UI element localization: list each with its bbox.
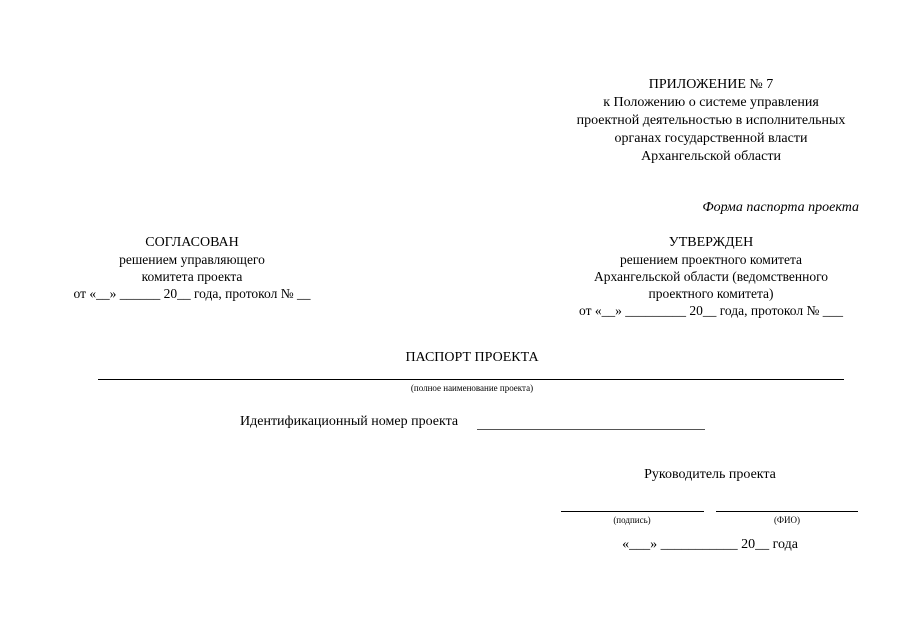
agreed-date-line: от «__» ______ 20__ года, протокол № __: [73, 286, 311, 301]
full-name-caption: (ФИО): [773, 515, 801, 525]
project-id-label: Идентификационный номер проекта: [240, 414, 459, 429]
manager-date-line: «___» ___________ 20__ года: [622, 537, 798, 552]
approved-line: проектного комитета): [648, 286, 774, 301]
agreed-line: решением управляющего: [119, 252, 265, 267]
appendix-block: [560, 76, 862, 166]
appendix-line: Архангельской области: [641, 149, 781, 164]
form-label: Форма паспорта проекта: [702, 200, 859, 215]
agreed-block: [40, 234, 344, 302]
signature-line: [561, 511, 704, 512]
project-name-line: [98, 379, 844, 380]
appendix-title: ПРИЛОЖЕНИЕ № 7: [648, 77, 774, 92]
approved-line: Архангельской области (ведомственного: [593, 269, 829, 284]
appendix-line: к Положению о системе управления: [603, 95, 819, 110]
signature-caption: (подпись): [613, 515, 651, 525]
approved-block: [556, 234, 866, 319]
appendix-line: проектной деятельностью в исполнительных: [576, 113, 846, 128]
approved-line: решением проектного комитета: [619, 252, 803, 267]
manager-title: Руководитель проекта: [644, 467, 776, 482]
approved-date-line: от «__» _________ 20__ года, протокол № ___: [579, 303, 843, 318]
project-name-caption: (полное наименование проекта): [410, 383, 534, 393]
agreed-title: СОГЛАСОВАН: [145, 235, 239, 250]
agreed-line: комитета проекта: [141, 269, 243, 284]
appendix-line: органах государственной власти: [614, 131, 808, 146]
approved-title: УТВЕРЖДЕН: [668, 235, 754, 250]
full-name-line: [716, 511, 858, 512]
project-id-line: [477, 429, 705, 430]
passport-title: ПАСПОРТ ПРОЕКТА: [405, 350, 539, 365]
